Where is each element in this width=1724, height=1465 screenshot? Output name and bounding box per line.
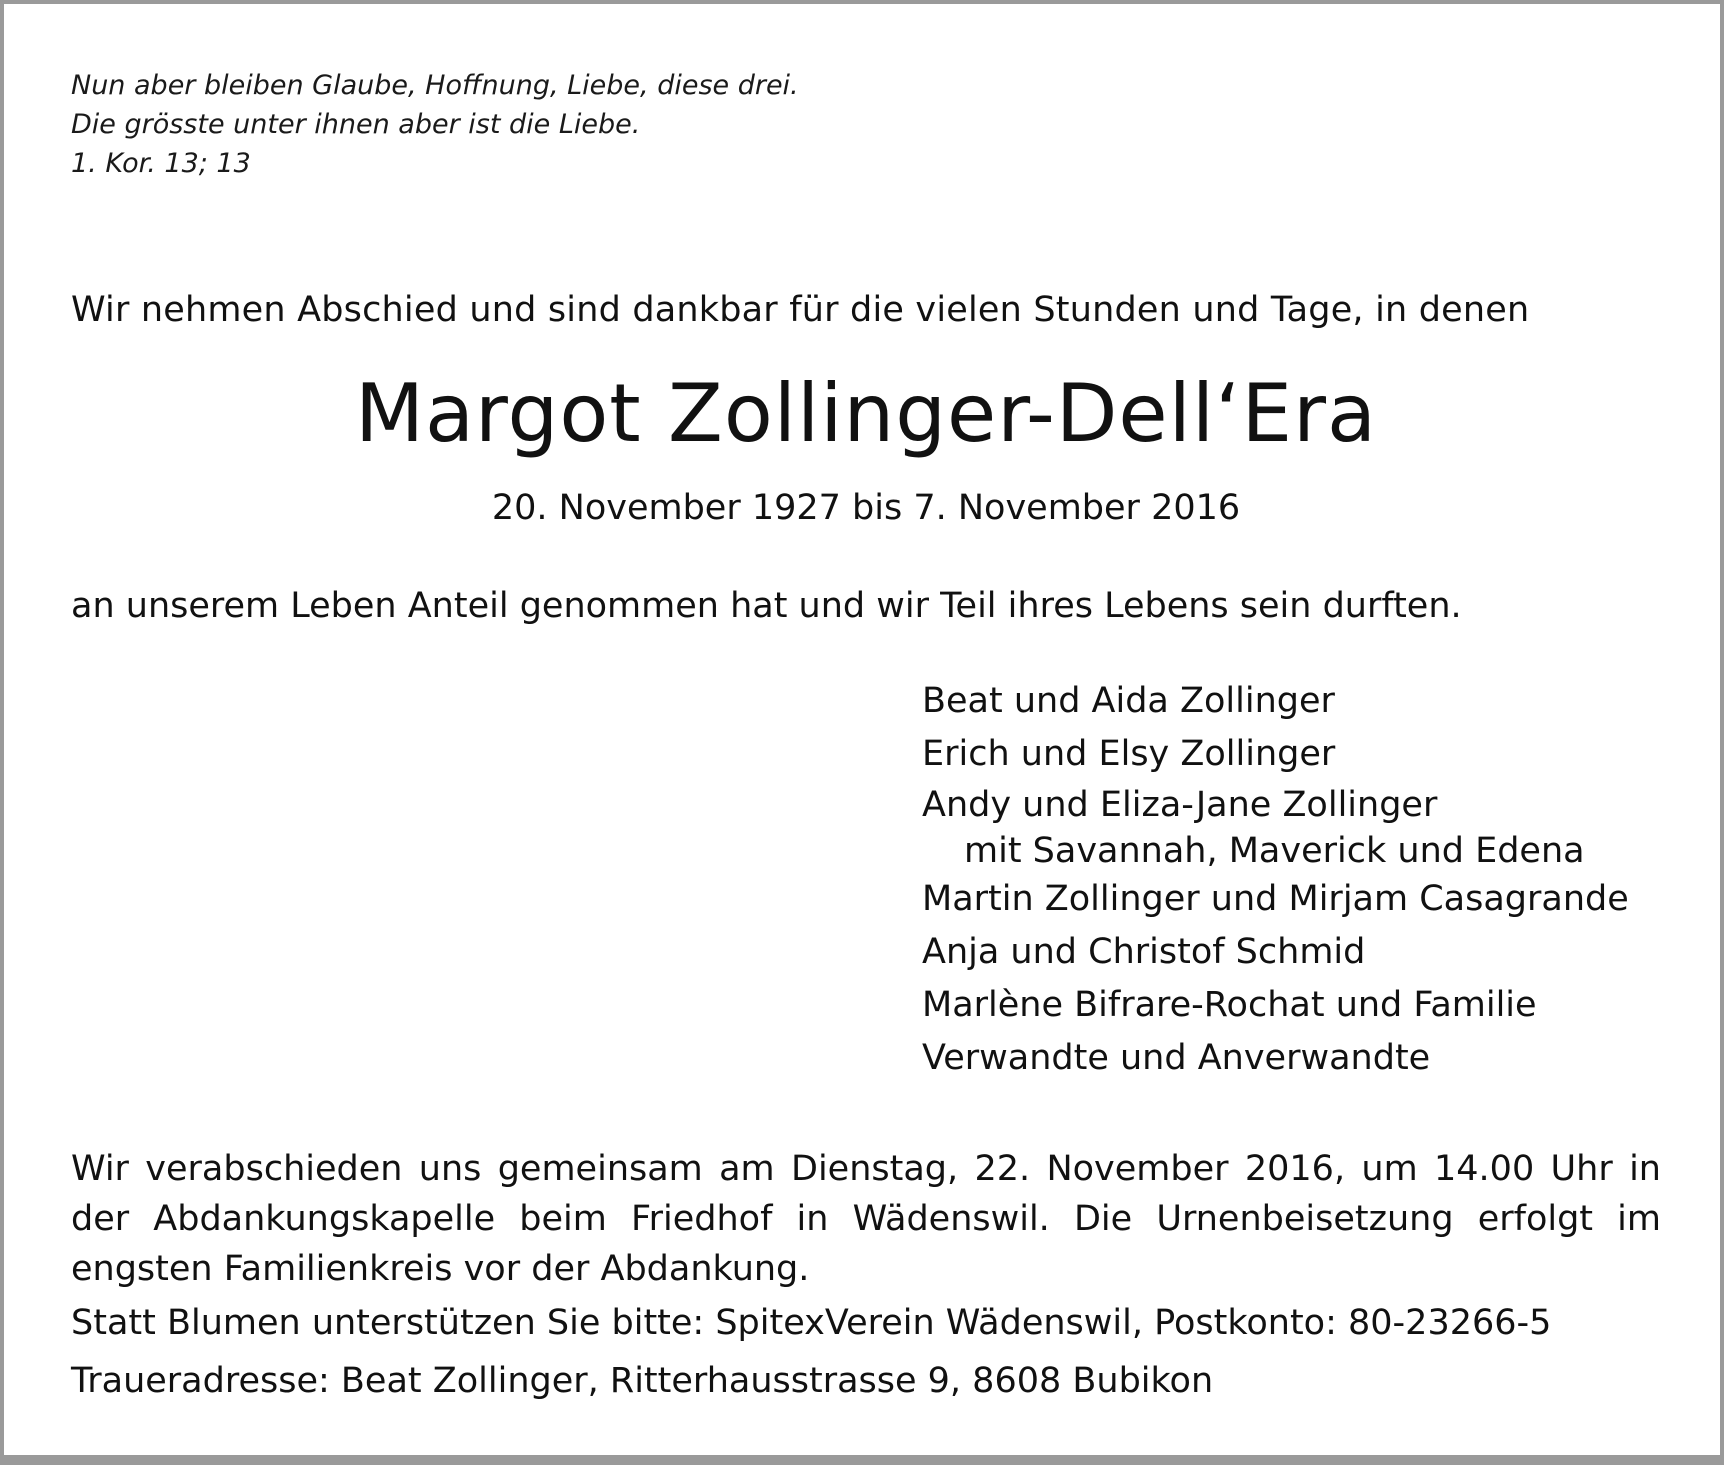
bible-verse xyxy=(71,66,799,183)
verse-reference: 1. Kor. 13; 13 xyxy=(71,148,251,179)
life-dates: 20. November 1927 bis 7. November 2016 xyxy=(491,488,1241,528)
mourner-item: Martin Zollinger und Mirjam Casagrande xyxy=(922,879,1629,919)
mourner-item-children: mit Savannah, Maverick und Edena xyxy=(964,831,1585,871)
mourner-item: Anja und Christof Schmid xyxy=(922,932,1366,972)
service-details: Wir verabschieden uns gemeinsam am Dienstag, 22. November 2016, um 14.00 Uhr in der Abdankungskapelle beim Friedhof in Wädenswil. Die Urnenbeisetzung erfolgt im engsten Familienkreis vor der Abdankung. xyxy=(71,1149,1661,1289)
condolence-address: Traueradresse: Beat Zollinger, Ritterhausstrasse 9, 8608 Bubikon xyxy=(71,1361,1214,1401)
mourner-item: Beat und Aida Zollinger xyxy=(922,681,1335,721)
donation-note: Statt Blumen unterstützen Sie bitte: SpitexVerein Wädenswil, Postkonto: 80-23266-5 xyxy=(71,1303,1552,1343)
mourner-item: Erich und Elsy Zollinger xyxy=(922,734,1336,774)
mourner-item: Andy und Eliza-Jane Zollinger xyxy=(922,785,1438,825)
verse-line-1: Nun aber bleiben Glaube, Hoffnung, Liebe, diese drei. xyxy=(71,70,799,101)
mourner-item: Marlène Bifrare-Rochat und Familie xyxy=(922,985,1537,1025)
continuation-text: an unserem Leben Anteil genommen hat und wir Teil ihres Lebens sein durften. xyxy=(71,586,1462,626)
intro-text: Wir nehmen Abschied und sind dankbar für die vielen Stunden und Tage, in denen xyxy=(71,290,1530,330)
deceased-name: Margot Zollinger-Dell‘Era xyxy=(355,367,1377,460)
verse-line-2: Die grösste unter ihnen aber ist die Liebe. xyxy=(71,109,641,140)
mourners-list xyxy=(922,675,1629,1085)
mourner-item: Verwandte und Anverwandte xyxy=(922,1038,1431,1078)
